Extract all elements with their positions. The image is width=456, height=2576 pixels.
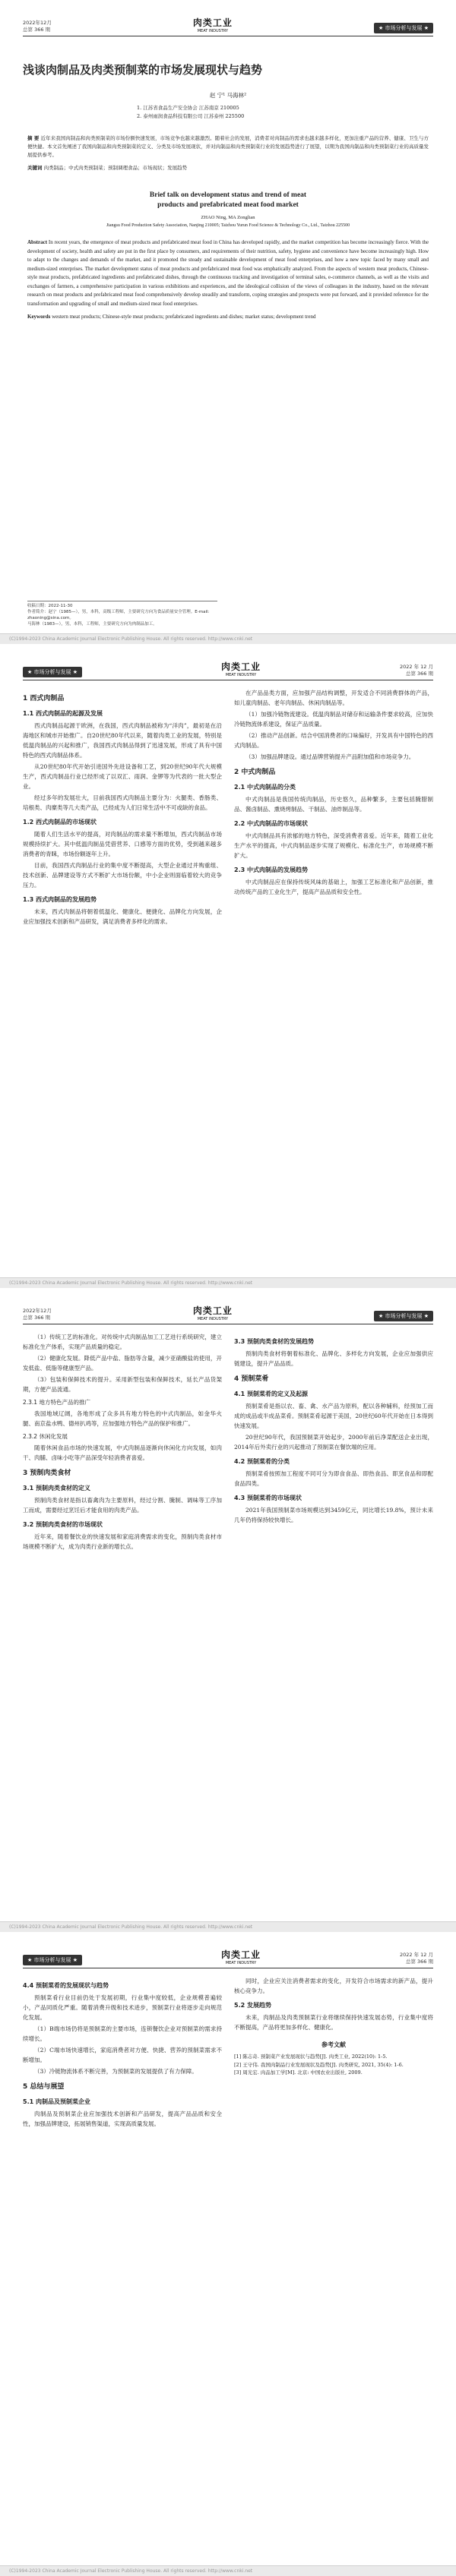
cnki-footer: (C)1994-2023 China Academic Journal Electronic Publishing House. All rights reserved. http://www.cnki.net: [0, 1277, 456, 1288]
body-paragraph: 20世纪90年代，我国预制菜开始起步，2000年前后净菜配送企业出现，2014年后外卖行业的兴起推动了预制菜在餐饮端的应用。: [234, 1434, 433, 1451]
english-title-line-2: products and prefabricated meat food market: [157, 201, 299, 209]
meta-author-2: 马海林（1983—），男，本科，工程师，主要研究方向为肉制品加工。: [27, 622, 157, 627]
page-header: [23, 14, 433, 36]
affiliation-2: 2. 泰州雨润食品科技有限公司 江苏泰州 225500: [137, 113, 245, 119]
reference-item: [1] 陈志奇. 预制菜产业发展现状与趋势[J]. 肉类工业, 2022(10): 1-5.: [234, 2054, 388, 2060]
left-column: [23, 1332, 222, 1553]
cnki-footer: (C)1994-2023 China Academic Journal Electronic Publishing House. All rights reserved. http://www.cnki.net: [0, 1921, 456, 1932]
meta-author-1: 作者简介：赵宁（1985—），男，本科，高级工程师，主要研究方向为食品质量安全管理。E-mail: zhaoning@sina.com。: [27, 610, 210, 620]
cnki-footer: (C)1994-2023 China Academic Journal Electronic Publishing House. All rights reserved. http://www.cnki.net: [0, 2565, 456, 2576]
english-abstract-label: Abstract: [27, 239, 48, 245]
references-title: 参考文献: [321, 2041, 346, 2048]
subsection-heading: 4.2 预制菜肴的分类: [234, 1458, 290, 1465]
english-keywords-label: Keywords: [27, 314, 51, 320]
issue-volume: 总第 366 期: [405, 671, 433, 677]
subsection-heading: 4.3 预制菜肴的市场现状: [234, 1495, 302, 1501]
body-paragraph: 西式肉制品起源于欧洲，在我国，西式肉制品被称为“洋肉”，最初是在沿海地区和城市开始推广。自20世纪80年代以来，随着肉类工业的发展，特别是低温肉制品的兴起和推广，我国西式肉制品得到了迅速发展，形成了具有中国特色的西式肉制品体系。: [23, 722, 222, 759]
section-heading: 1 西式肉制品: [23, 695, 65, 702]
article-meta: [27, 601, 217, 627]
left-column: [23, 1976, 222, 2130]
body-paragraph: （3）冷链物流体系不断完善，为预制菜的发展提供了有力保障。: [34, 2068, 198, 2075]
sub-subsection-heading: 2.3.2 休闲化发展: [23, 1433, 68, 1440]
issue-info: [400, 1952, 433, 1965]
issue-info: [23, 20, 52, 33]
english-keywords: [23, 313, 433, 322]
section-heading: 4 预制菜肴: [234, 1375, 269, 1383]
journal-logo: [193, 1304, 233, 1321]
body-paragraph: 目前，我国西式肉制品行业的集中度不断提高，大型企业通过并购重组、技术创新、品牌建设等方式不断扩大市场份额，中小企业则面临着较大的竞争压力。: [23, 862, 222, 889]
sub-subsection-heading: 2.3.1 地方特色产品的推广: [23, 1399, 90, 1406]
subsection-heading: 3.2 预制肉类食材的市场现状: [23, 1521, 103, 1528]
issue-date: 2022年12月: [23, 20, 52, 26]
english-title-line-1: Brief talk on development status and trend of meat: [149, 191, 307, 199]
meta-received: 收稿日期：2022-11-30: [27, 604, 73, 608]
keywords-label: 关键词: [27, 165, 43, 171]
section-heading: 3 预制肉类食材: [23, 1470, 71, 1477]
issue-date: 2022年12月: [23, 1308, 52, 1314]
section-heading: 2 中式肉制品: [234, 769, 276, 776]
subsection-heading: 3.1 预制肉类食材的定义: [23, 1485, 90, 1492]
article-title: 浅谈肉制品及肉类预制菜的市场发展现状与趋势: [23, 63, 263, 77]
cnki-footer: (C)1994-2023 China Academic Journal Electronic Publishing House. All rights reserved. http://www.cnki.net: [0, 633, 456, 644]
subsection-heading: 5.1 肉制品及预制菜企业: [23, 2098, 90, 2105]
body-paragraph: （1）传统工艺的标准化。对传统中式肉制品加工工艺进行系统研究，建立标准化生产体系，实现产品质量的稳定。: [23, 1334, 222, 1350]
page-3: [0, 1288, 456, 1932]
body-paragraph: （2）C端市场快速增长，家庭消费者对方便、快捷、营养的预制菜需求不断增加。: [23, 2047, 222, 2063]
journal-logo: [193, 16, 233, 33]
section-tag: ★ 市场分析与发展 ★: [374, 23, 433, 33]
journal-logo-text: 肉类工业: [192, 17, 233, 28]
body-paragraph: 中式肉制品应在保持传统风味的基础上，加强工艺标准化和产品创新，推动传统产品的工业化生产，提高产品品质和安全性。: [234, 879, 433, 895]
english-keywords-text: western meat products; Chinese-style meat products; prefabricated ingredients and dishes; market status; development trend: [52, 314, 316, 320]
article-authors: 赵 宁¹ 马海林²: [209, 92, 247, 99]
body-paragraph: （2）推动产品创新。结合中国消费者的口味偏好，开发具有中国特色的西式肉制品。: [234, 732, 433, 749]
subsection-heading: 3.3 预制肉类食材的发展趋势: [234, 1338, 314, 1345]
subsection-heading: 1.2 西式肉制品的市场现状: [23, 819, 97, 826]
english-abstract: [23, 238, 433, 308]
two-column-body: [23, 688, 433, 928]
page-2: [0, 644, 456, 1288]
journal-logo-sub: MEAT INDUSTRY: [225, 1961, 257, 1965]
section-tag: ★ 市场分析与发展 ★: [374, 1311, 433, 1321]
page-header: [23, 1946, 433, 1968]
issue-volume: 总第 366 期: [405, 1959, 433, 1965]
abstract-cn: [23, 134, 433, 159]
body-paragraph: 中式肉制品具有浓郁的地方特色，深受消费者喜爱。近年来，随着工业化生产水平的提高，中式肉制品逐步实现了规模化、标准化生产，市场规模不断扩大。: [234, 832, 433, 859]
journal-logo: [221, 660, 261, 677]
abstract-label: 摘 要: [27, 135, 40, 141]
subsection-heading: 2.1 中式肉制品的分类: [234, 784, 296, 791]
body-paragraph: 随着人们生活水平的提高，对肉制品的需求量不断增加，西式肉制品市场规模持续扩大。其中低温肉制品凭借营养、口感等方面的优势，受到越来越多消费者的青睐，市场份额逐年上升。: [23, 831, 222, 857]
body-paragraph: （1）加强冷链物流建设。低温肉制品对储存和运输条件要求较高，应加快冷链物流体系建设，保证产品质量。: [234, 711, 433, 728]
body-paragraph: 随着休闲食品市场的快速发展，中式肉制品逐渐向休闲化方向发展，如肉干、肉脯、卤味小吃等产品深受年轻消费者喜爱。: [23, 1444, 222, 1461]
journal-logo-sub: MEAT INDUSTRY: [197, 29, 229, 33]
journal-logo-sub: MEAT INDUSTRY: [225, 673, 257, 677]
two-column-body: [23, 1976, 433, 2130]
page-4: [0, 1932, 456, 2576]
body-paragraph: 预制菜肴按照加工程度不同可分为即食食品、即热食品、即烹食品和即配食品四类。: [234, 1470, 433, 1487]
body-paragraph: 肉制品及预制菜企业应加强技术创新和产品研发，提高产品品质和安全性，加强品牌建设，拓展销售渠道，实现高质量发展。: [23, 2110, 222, 2127]
section-tag: ★ 市场分析与发展 ★: [23, 667, 82, 677]
body-paragraph: 未来，肉制品及肉类预制菜行业将继续保持快速发展态势，行业集中度将不断提高，产品将更加多样化、健康化。: [234, 2014, 433, 2031]
page-header: [23, 1302, 433, 1324]
page-content: [23, 1946, 433, 2562]
affiliation-1: 1. 江苏省食品生产安全协会 江苏南京 210005: [137, 105, 239, 111]
body-paragraph: （3）加强品牌建设。通过品牌营销提升产品附加值和市场竞争力。: [245, 753, 415, 760]
section-tag: ★ 市场分析与发展 ★: [23, 1955, 82, 1965]
subsection-heading: 1.1 西式肉制品的起源及发展: [23, 710, 103, 717]
subsection-heading: 5.2 发展趋势: [234, 2002, 271, 2009]
page-content: [23, 1302, 433, 1918]
body-paragraph: 预制菜肴行业目前仍处于发展初期，行业集中度较低，企业规模普遍较小，产品同质化严重。随着消费升级和技术进步，预制菜行业将逐步走向规范化发展。: [23, 1994, 222, 2021]
body-paragraph: 2021年我国预制菜市场规模达到3459亿元，同比增长19.8%，预计未来几年仍将保持较快增长。: [234, 1507, 433, 1523]
reference-item: [3] 周光宏. 肉品加工学[M]. 北京: 中国农业出版社, 2009.: [234, 2069, 363, 2076]
english-abstract-text: In recent years, the emergence of meat products and prefabricated meat food in China has developed rapidly, and the market competition has become increasingly fierce. With the development of society, health and safety are put in the first place by consumers, and requirements of their nutrition, safety, hygiene and convenience have become increasingly high. How to adapt to the changes and demands of the market, and it promoted the steady and sustainable development of meat food enterprises, and how a new topic faced by many small and medium-sized enterprises. The market development status of meat products and prefabricated meat food was emphatically analyzed. From the aspects of western meat products, Chinese-style meat products, prefabricated ingredients and prefabricated dishes, through the continuous tracking and investigation of terminal sales, e-commerce channels, as well as the visits and exchanges of farmers, a comprehensive participation in various exhibitions and experiences, and the ideological collision of the views of colleagues in the industry, based on the relevant research on meat products and prefabricated meat food comprehensively develop steadily and transform, coping strategies and prospects were put forward, and it provided reference for the transformation and upgrading of small and medium-sized meat food enterprises.: [27, 239, 429, 307]
body-paragraph: 经过多年的发展壮大，目前我国西式肉制品主要分为：火腿类、香肠类、培根类、肉糜类等几大类产品，已经成为人们日常生活中不可或缺的食品。: [23, 794, 222, 811]
subsection-heading: 2.2 中式肉制品的市场现状: [234, 820, 308, 827]
body-paragraph: 预制肉类食材是指以畜禽肉为主要原料，经过分割、腌制、调味等工序加工而成，需要经过烹饪后才能食用的肉类产品。: [23, 1497, 222, 1514]
issue-date: 2022 年 12 月: [399, 664, 433, 670]
english-authors: ZHAO Ning, MA Zonglian: [201, 215, 255, 220]
page-content: [23, 658, 433, 1274]
journal-logo-text: 肉类工业: [220, 1949, 261, 1960]
subsection-heading: 4.1 预制菜肴的定义及起源: [234, 1391, 308, 1397]
body-paragraph: （2）健康化发展。降低产品中盐、脂肪等含量，减少亚硝酸盐的使用，开发低盐、低脂等健康型产品。: [23, 1355, 222, 1372]
journal-logo-text: 肉类工业: [220, 661, 261, 672]
english-title: [23, 191, 433, 210]
body-paragraph: 未来，西式肉制品将朝着低温化、健康化、便捷化、品牌化方向发展，企业应加强技术创新和产品研发，满足消费者多样化的需求。: [23, 908, 222, 925]
subsection-heading: 1.3 西式肉制品的发展趋势: [23, 896, 97, 903]
right-column: [234, 688, 433, 928]
issue-info: [23, 1308, 52, 1321]
page-1: [0, 0, 456, 644]
left-column: [23, 688, 222, 928]
body-paragraph: 从20世纪80年代开始引进国外先进设备和工艺，到20世纪90年代大规模生产，西式肉制品行业已经形成了以双汇、雨润、金锣等为代表的一批大型企业。: [23, 763, 222, 790]
subsection-heading: 2.3 中式肉制品的发展趋势: [234, 867, 308, 873]
section-heading: 5 总结与展望: [23, 2083, 65, 2091]
journal-logo-text: 肉类工业: [192, 1305, 233, 1316]
subsection-heading: 4.4 预制菜肴的发展现状与趋势: [23, 1982, 109, 1989]
body-paragraph: 预制肉类食材将朝着标准化、品牌化、多样化方向发展，企业应加强供应链建设，提升产品品质。: [234, 1350, 433, 1367]
right-column: [234, 1976, 433, 2130]
body-paragraph: 同时，企业应关注消费者需求的变化，开发符合市场需求的新产品，提升核心竞争力。: [234, 1978, 433, 1994]
reference-item: [2] 王守伟. 我国肉制品行业发展现状及趋势[J]. 肉类研究, 2021, 35(4): 1-6.: [234, 2061, 404, 2068]
keywords-cn-text: 肉类制品；中式肉类预制菜；预制调理食品；市场现状；发展趋势: [43, 165, 188, 171]
body-paragraph: 近年来，随着餐饮业的快速发展和家庭消费需求的变化，预制肉类食材市场规模不断扩大，成为肉类行业新的增长点。: [23, 1533, 222, 1550]
issue-volume: 总第 366 期: [23, 27, 51, 33]
journal-logo: [221, 1948, 261, 1965]
issue-info: [400, 664, 433, 677]
issue-volume: 总第 366 期: [23, 1315, 51, 1321]
page-header: [23, 658, 433, 680]
issue-date: 2022 年 12 月: [399, 1952, 433, 1958]
body-paragraph: 在产品品类方面，应加强产品结构调整，开发适合不同消费群体的产品，如儿童肉制品、老年肉制品、休闲肉制品等。: [234, 690, 433, 706]
body-paragraph: 预制菜肴是指以农、畜、禽、水产品为原料，配以各种辅料，经预加工而成的成品或半成品菜肴。预制菜肴起源于美国，20世纪60年代开始在日本得到快速发展。: [234, 1403, 433, 1429]
body-paragraph: 中式肉制品是我国传统肉制品，历史悠久，品种繁多，主要包括腌腊制品、酱卤制品、熏烧烤制品、干制品、油炸制品等。: [234, 796, 433, 813]
body-paragraph: （3）包装和保鲜技术的提升。采用新型包装和保鲜技术，延长产品货架期，方便产品流通。: [23, 1376, 222, 1393]
abstract-cn-text: 近年来我国肉制品和肉类预制菜的市场份额快速发展，市场竞争也越来越激烈。随着社会的发展，消费者对肉制品的需求也越来越多样化，更加注重产品的营养、健康、卫生与方便快捷。本文首先阐述了我国肉制品和肉类预制菜的定义、分类及市场发展现状，并对肉制品和肉类预制菜行业的发展趋势进行了展望，以期为我国肉制品和肉类预制菜行业的高质量发展提供参考。: [27, 135, 429, 158]
right-column: [234, 1332, 433, 1553]
body-paragraph: 我国地域辽阔，各地形成了众多具有地方特色的中式肉制品，如金华火腿、南京盐水鸭、德州扒鸡等，应加强地方特色产品的保护和推广。: [23, 1410, 222, 1427]
body-paragraph: （1）B端市场仍将是预制菜的主要市场，连锁餐饮企业对预制菜的需求持续增长。: [23, 2025, 222, 2042]
affiliations: [23, 104, 433, 121]
english-affiliation: Jiangsu Food Production Safety Association, Nanjing 210005; Taizhou Yurun Food Science & Technology Co., Ltd., Taizhou 225500: [106, 223, 350, 228]
journal-logo-sub: MEAT INDUSTRY: [197, 1317, 229, 1321]
page-1-content: [23, 14, 433, 630]
keywords-cn: [23, 164, 433, 172]
two-column-body: [23, 1332, 433, 1553]
